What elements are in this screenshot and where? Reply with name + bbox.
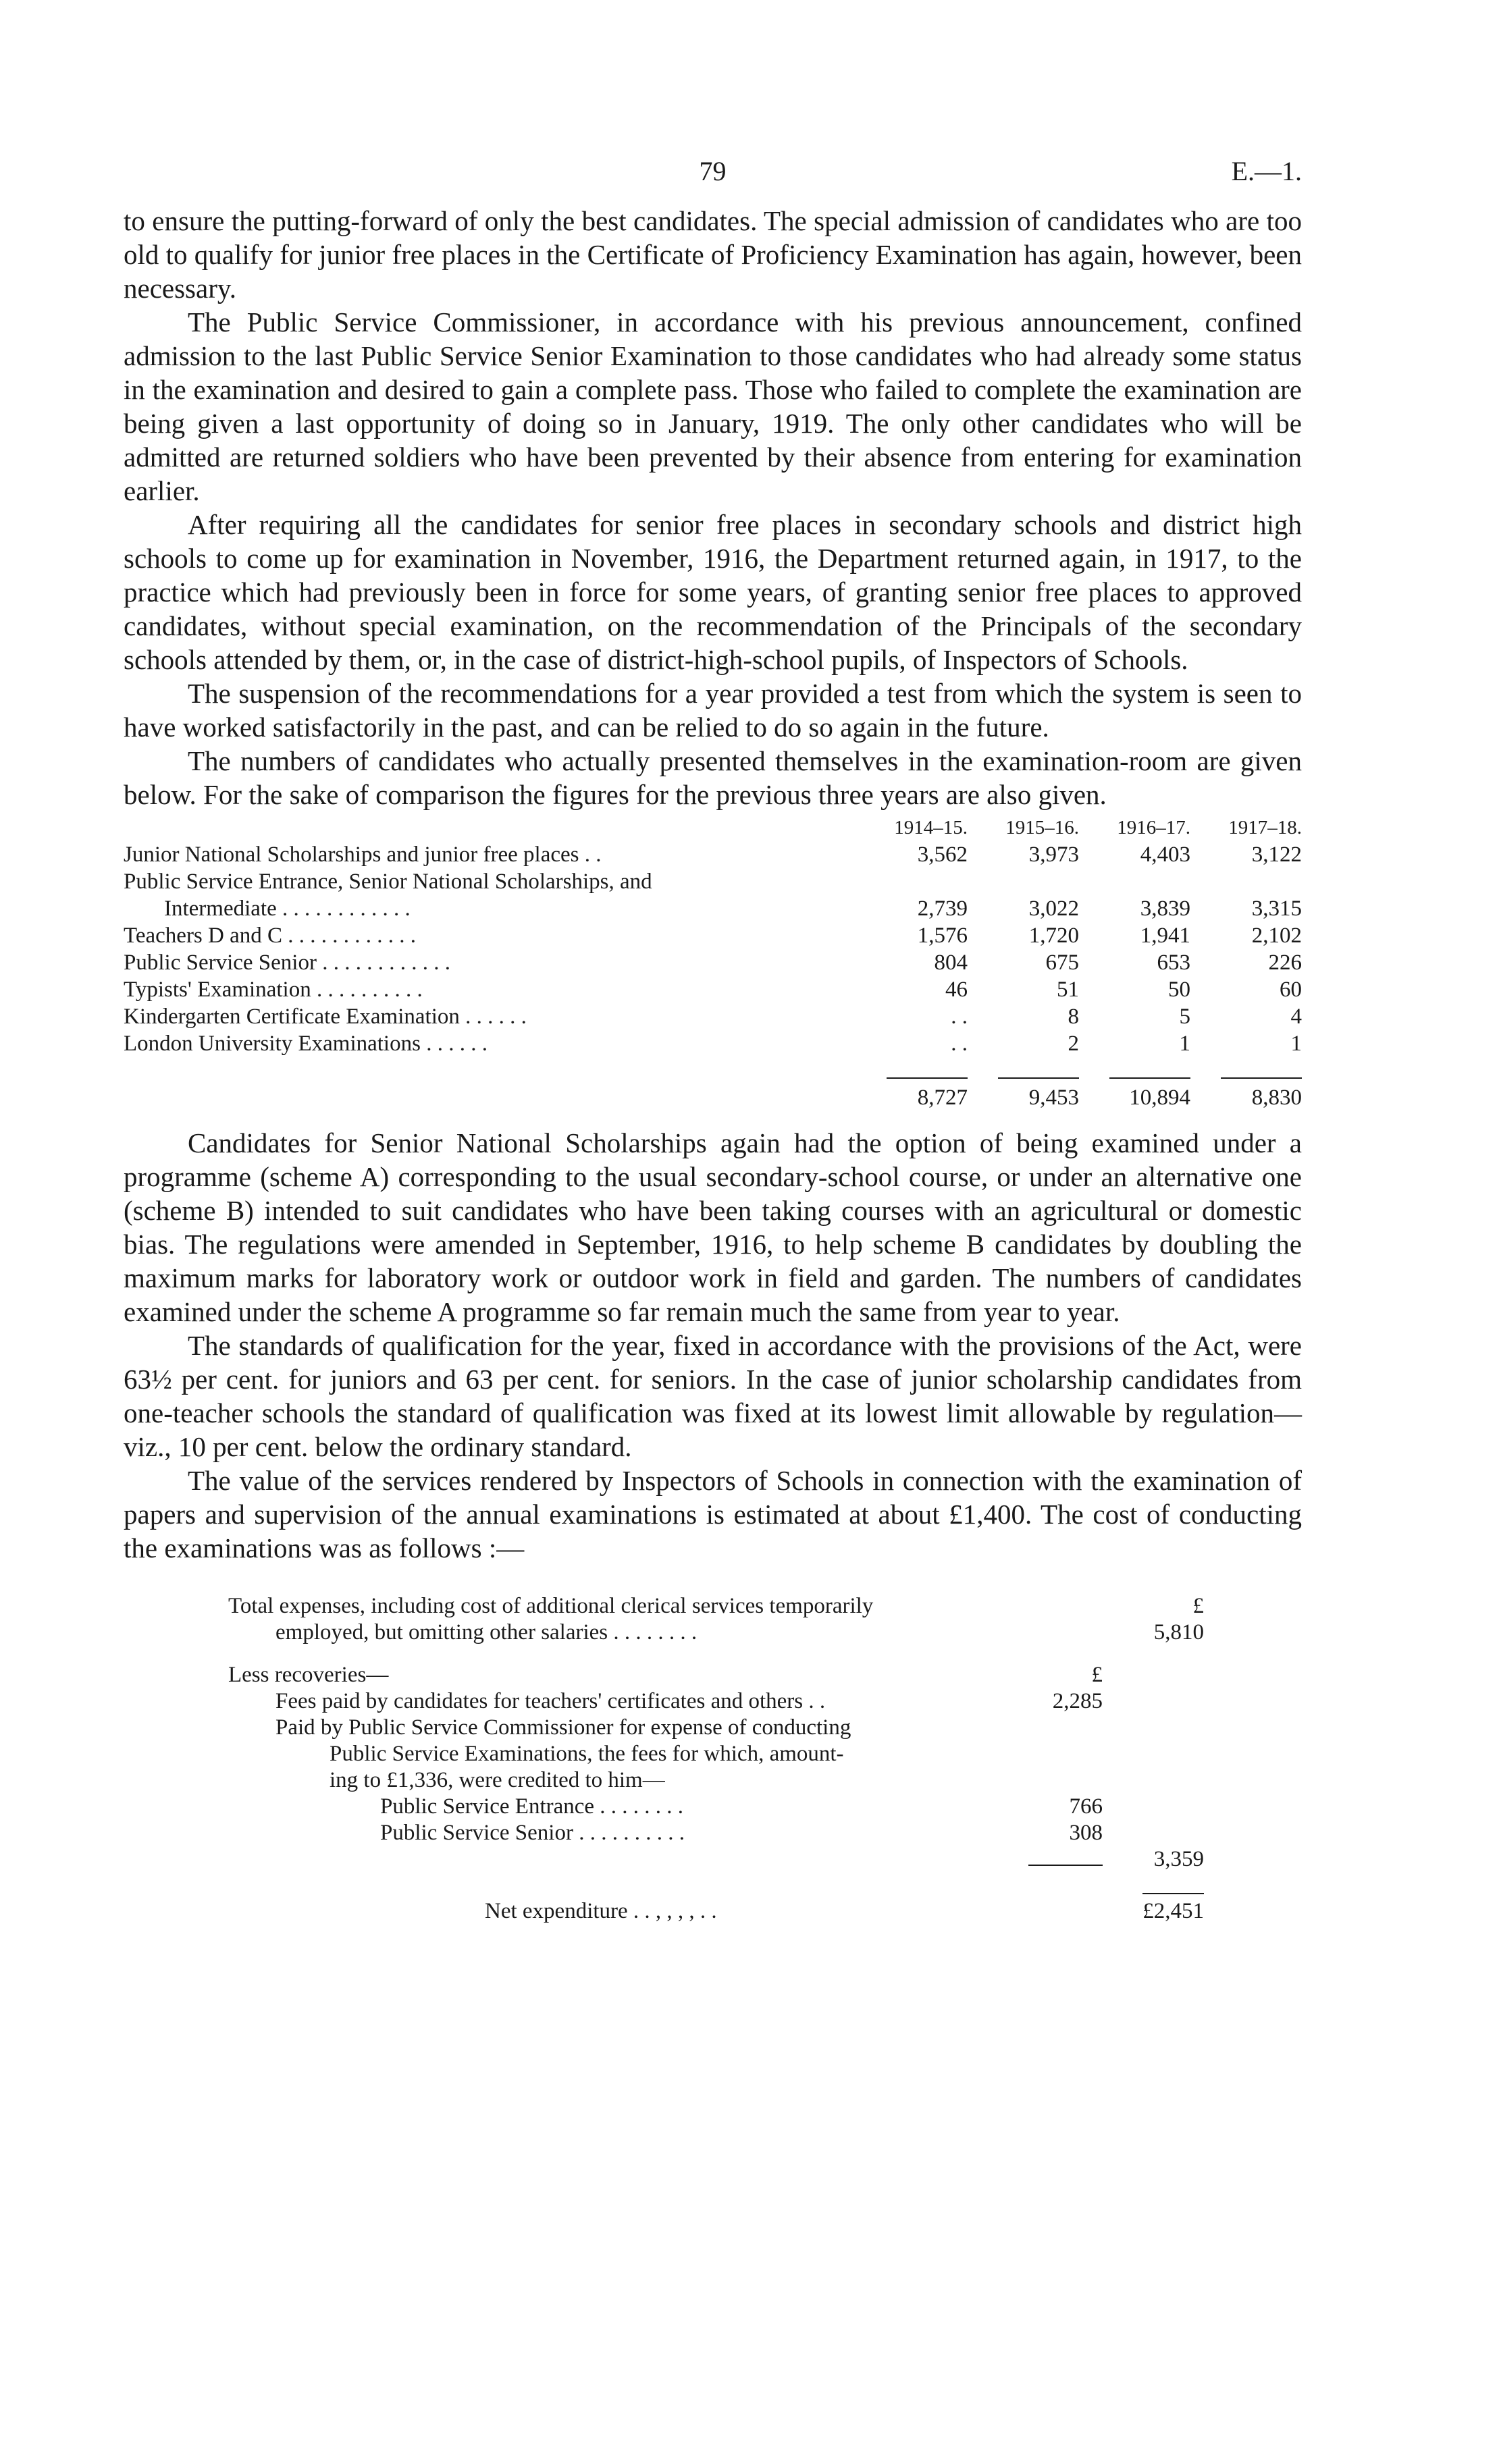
totals-row: [124, 1057, 1302, 1111]
total-cell: 8,727: [887, 1077, 968, 1111]
expense-row: [228, 1741, 1204, 1767]
total-cell: 8,830: [1221, 1077, 1302, 1111]
pound-sign: £: [1091, 1663, 1103, 1687]
paragraph-6: Candidates for Senior National Scholarships again had the option of being examined under a programme (scheme A) corresponding to the usual secondary-school course, or under an alternative one (scheme B) intended to suit candidates who have been taking courses with an agricultural or domestic bias. The regulations were amended in September, 1916, to help scheme B candidates by doubling the maximum marks for laboratory work or outdoor work in field and garden. The numbers of candidates examined under the scheme A programme so far remain much the same from year to year.: [124, 1127, 1302, 1327]
senior-amount: 308: [1069, 1821, 1103, 1845]
cell: 1,576: [917, 923, 968, 948]
table-row: [124, 1030, 1302, 1057]
cell: 2: [1068, 1032, 1079, 1056]
expense-row: [228, 1794, 1204, 1820]
cell: . .: [951, 1005, 968, 1029]
total-expenses-label: Total expenses, including cost of additional clerical services temporarily: [228, 1594, 874, 1618]
paragraph-1: to ensure the putting-forward of only the best candidates. The special admission of candidates who are too old to qualify for junior free places in the Certificate of Proficiency Examination has again, however, been necessary.: [124, 205, 1302, 304]
column-header: 1917–18.: [1228, 817, 1302, 838]
cell: 3,839: [1140, 896, 1190, 921]
row-label: Intermediate . . . . . . . . . . . .: [164, 896, 411, 921]
cell: 60: [1280, 977, 1302, 1002]
paragraph-3: After requiring all the candidates for senior free places in secondary schools and district high schools to come up for examination in November, 1916, the Department returned again, in 1917, to the practice which had previously been in force for some years, of granting senior free places to approved candidates, without special examination, on the recommendation of the Principals of the secondary schools attended by them, or, in the case of district-high-school pupils, of Inspectors of Schools.: [124, 509, 1302, 675]
cell: [1190, 868, 1302, 895]
cell: 675: [1045, 950, 1079, 975]
column-header: 1916–17.: [1117, 817, 1190, 838]
expense-row: [228, 1820, 1204, 1846]
cell: 3,973: [1028, 842, 1079, 867]
table-row: [124, 976, 1302, 1003]
cell: 46: [945, 977, 968, 1002]
table-row: [124, 922, 1302, 949]
net-expenditure-label: Net expenditure . . , , , , . .: [485, 1899, 717, 1923]
paragraph-2: The Public Service Commissioner, in accordance with his previous announcement, confined admission to the last Public Service Senior Examination to those candidates who had already some status in the examination and desired to gain a complete pass. Those who failed to complete the examination are being given a last opportunity of doing so in January, 1919. The only other candidates who will be admitted are returned soldiers who have been prevented by their absence from entering for examination earlier.: [124, 306, 1302, 506]
cell: [1079, 868, 1190, 895]
cell: 1: [1290, 1032, 1302, 1056]
table-row: [124, 949, 1302, 976]
cell: 2,102: [1251, 923, 1302, 948]
cell: 3,315: [1251, 896, 1302, 921]
cell: 2,739: [917, 896, 968, 921]
row-label: London University Examinations . . . . . .: [124, 1032, 488, 1056]
row-label: Kindergarten Certificate Examination . . . . . .: [124, 1005, 527, 1029]
total-expenses-amount: 5,810: [1153, 1620, 1204, 1644]
expense-row: [228, 1715, 1204, 1741]
column-header: 1915–16.: [1005, 817, 1079, 838]
paragraph-7: The standards of qualification for the year, fixed in accordance with the provisions of the Act, were 63½ per cent. for juniors and 63 per cent. for seniors. In the case of junior scholarship candidates from one-teacher schools the standard of qualification was fixed at its lowest limit allowable by regulation—viz., 10 per cent. below the ordinary standard.: [124, 1330, 1302, 1462]
cell: 4,403: [1140, 842, 1190, 867]
total-cell: 10,894: [1109, 1077, 1190, 1111]
row-label: Public Service Entrance, Senior National Scholarships, and: [124, 869, 652, 894]
table-header-row: [124, 814, 1302, 841]
document-reference: E.—1.: [1231, 156, 1302, 186]
cell: 50: [1168, 977, 1190, 1002]
cell: 8: [1068, 1005, 1079, 1029]
paid-label-cont: Public Service Examinations, the fees for which, amount-: [330, 1742, 844, 1766]
row-label: Junior National Scholarships and junior free places . .: [124, 842, 602, 867]
less-recoveries-label: Less recoveries—: [228, 1663, 389, 1687]
fees-label: Fees paid by candidates for teachers' certificates and others . .: [275, 1689, 826, 1713]
entrance-amount: 766: [1069, 1794, 1103, 1819]
entrance-label: Public Service Entrance . . . . . . . .: [380, 1794, 684, 1819]
page-number: 79: [699, 156, 727, 186]
column-header: 1914–15.: [894, 817, 968, 838]
cell: 3,022: [1028, 896, 1079, 921]
expense-row: [228, 1593, 1204, 1619]
table-row: [124, 1003, 1302, 1030]
expense-row: [228, 1662, 1204, 1688]
document-page: [124, 155, 1302, 1925]
rule-line: [1022, 1846, 1103, 1873]
cell: 653: [1157, 950, 1190, 975]
cell: 5: [1179, 1005, 1190, 1029]
cell: 51: [1057, 977, 1079, 1002]
row-label: Public Service Senior . . . . . . . . . . . .: [124, 950, 450, 975]
cell: [968, 868, 1079, 895]
cell: 3,562: [917, 842, 968, 867]
cell: 226: [1268, 950, 1302, 975]
cell: 4: [1290, 1005, 1302, 1029]
table-row: [124, 841, 1302, 868]
candidates-table: [124, 814, 1302, 1111]
recoveries-total: 3,359: [1153, 1847, 1204, 1871]
row-label: Typists' Examination . . . . . . . . . .: [124, 977, 423, 1002]
total-cell: 9,453: [998, 1077, 1079, 1111]
cell: 1,941: [1140, 923, 1190, 948]
table-row: [124, 868, 1302, 895]
cell: 3,122: [1251, 842, 1302, 867]
expense-row: [228, 1767, 1204, 1794]
paid-label-cont: ing to £1,336, were credited to him—: [330, 1768, 665, 1792]
paragraph-5: The numbers of candidates who actually presented themselves in the examination-room are given below. For the sake of comparison the figures for the previous three years are also given.: [124, 745, 1302, 810]
page-header: [124, 155, 1302, 204]
table-row: [124, 895, 1302, 922]
senior-label: Public Service Senior . . . . . . . . . .: [380, 1821, 685, 1845]
cell: [856, 868, 968, 895]
expense-row: [228, 1619, 1204, 1646]
cell: 804: [934, 950, 968, 975]
total-expenses-label-cont: employed, but omitting other salaries . . . . . . . .: [275, 1620, 698, 1644]
fees-amount: 2,285: [1052, 1689, 1103, 1713]
cell: 1,720: [1028, 923, 1079, 948]
expenses-statement: [228, 1593, 1204, 1925]
net-expenditure-amount: £2,451: [1142, 1893, 1204, 1925]
cell: 1: [1179, 1032, 1190, 1056]
paragraph-4: The suspension of the recommendations for a year provided a test from which the system is seen to have worked satisfactorily in the past, and can be relied to do so again in the future.: [124, 678, 1302, 743]
expense-row: [228, 1688, 1204, 1715]
expense-row: [228, 1846, 1204, 1873]
pound-sign: £: [1192, 1594, 1204, 1618]
paid-label: Paid by Public Service Commissioner for expense of conducting: [275, 1715, 851, 1740]
expense-row: [228, 1893, 1204, 1925]
paragraph-8: The value of the services rendered by Inspectors of Schools in connection with the examination of papers and supervision of the annual examinations is estimated at about £1,400. The cost of conducting the examinations was as follows :—: [124, 1465, 1302, 1563]
row-label: Teachers D and C . . . . . . . . . . . .: [124, 923, 417, 948]
cell: . .: [951, 1032, 968, 1056]
